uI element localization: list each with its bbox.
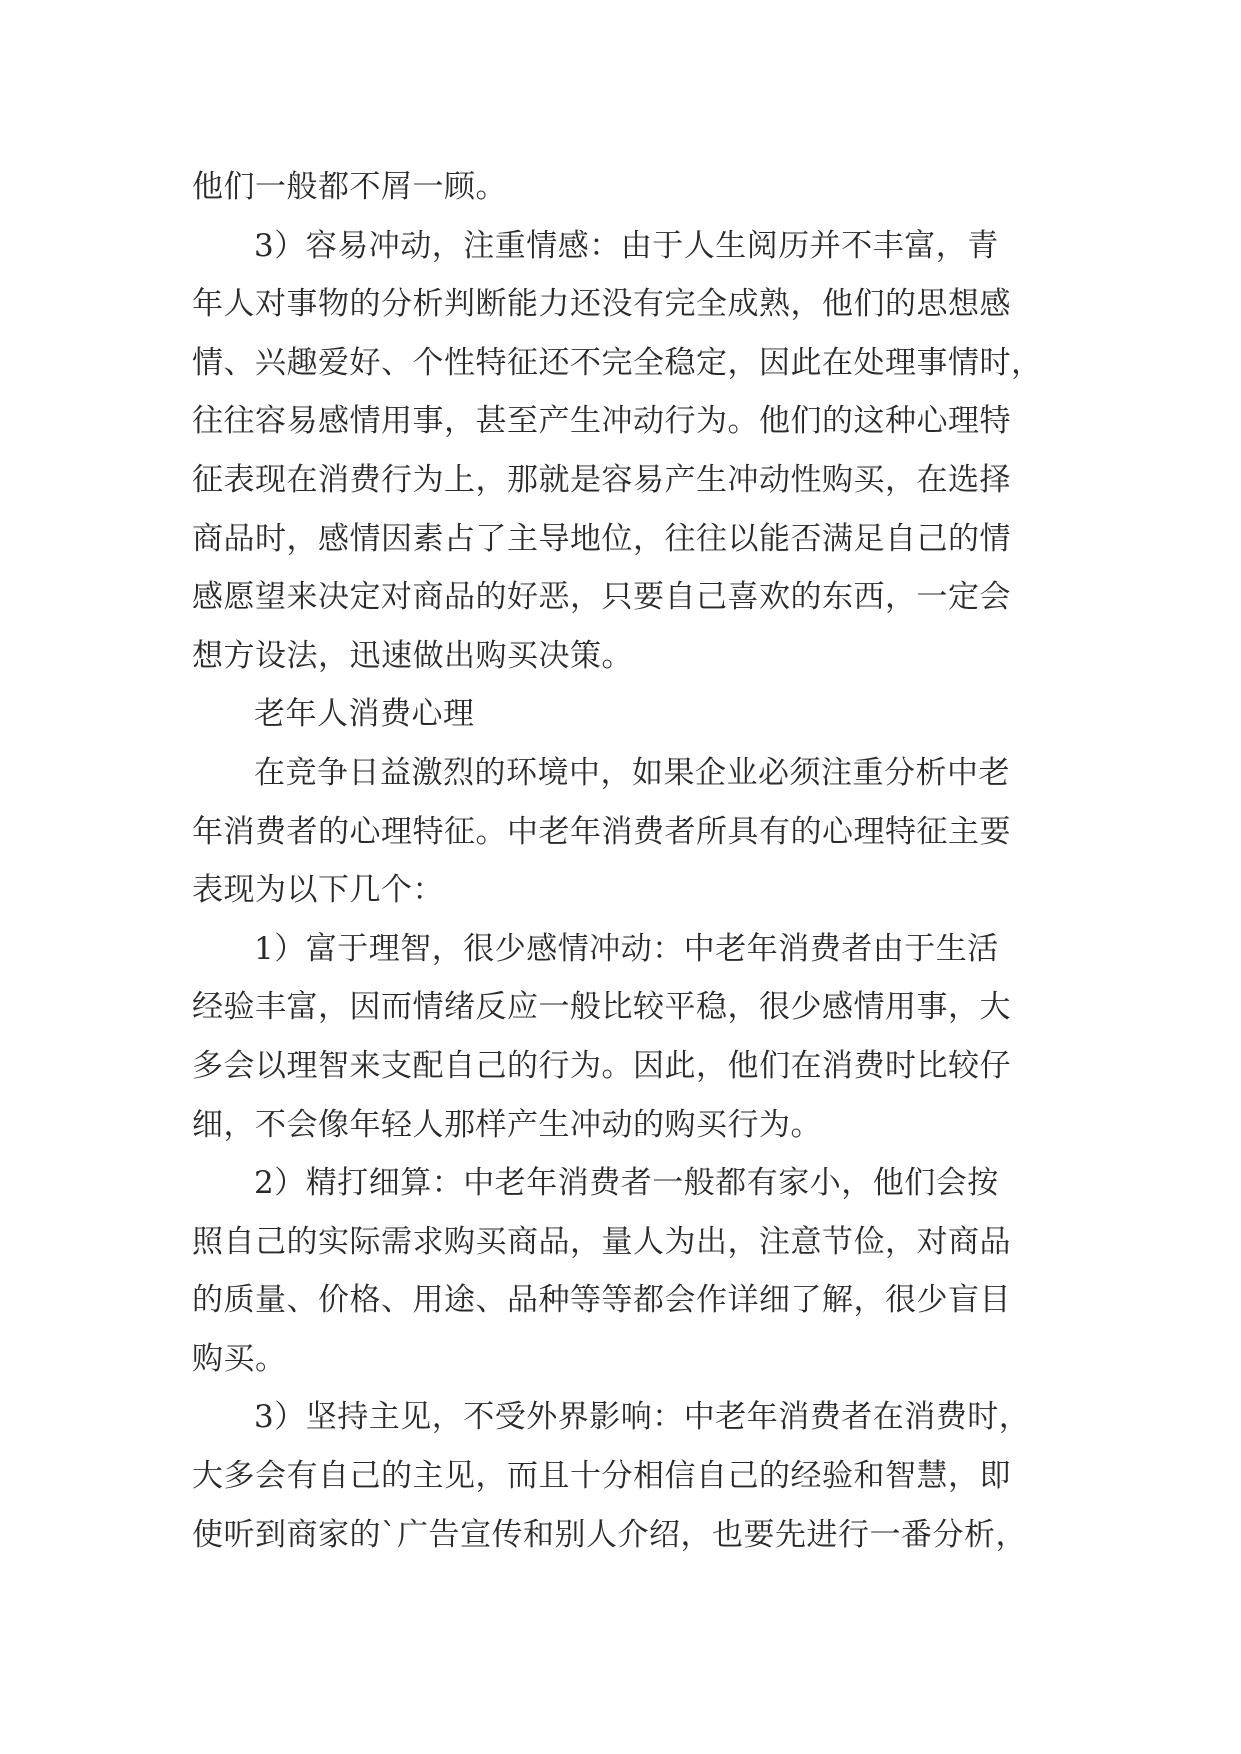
text-line: 商品时，感情因素占了主导地位，往往以能否满足自己的情 — [192, 520, 1011, 557]
text-line: 2）精打细算：中老年消费者一般都有家小，他们会按 — [254, 1165, 999, 1202]
text-line: 年人对事物的分析判断能力还没有完全成熟，他们的思想感 — [192, 286, 1011, 323]
text-line: 使听到商家的`广告宣传和别人介绍，也要先进行一番分析， — [192, 1516, 1027, 1553]
text-line: 1）富于理智，很少感情冲动：中老年消费者由于生活 — [254, 930, 999, 967]
text-line: 想方设法，迅速做出购买决策。 — [192, 637, 633, 674]
text-line: 的质量、价格、用途、品种等等都会作详细了解，很少盲目 — [192, 1282, 1011, 1319]
text-line: 征表现在消费行为上，那就是容易产生冲动性购买，在选择 — [192, 461, 1011, 498]
text-line: 多会以理智来支配自己的行为。因此，他们在消费时比较仔 — [192, 1047, 1011, 1084]
text-line: 年消费者的心理特征。中老年消费者所具有的心理特征主要 — [192, 813, 1011, 850]
text-line: 大多会有自己的主见，而且十分相信自己的经验和智慧，即 — [192, 1458, 1011, 1495]
text-line: 照自己的实际需求购买商品，量人为出，注意节俭，对商品 — [192, 1223, 1011, 1260]
text-line: 3）坚持主见，不受外界影响：中老年消费者在消费时， — [254, 1399, 1031, 1436]
text-line: 表现为以下几个： — [192, 872, 444, 909]
document-body — [192, 158, 1052, 1564]
text-line: 老年人消费心理 — [254, 696, 475, 733]
text-line: 经验丰富，因而情绪反应一般比较平稳，很少感情用事，大 — [192, 989, 1011, 1026]
text-line: 感愿望来决定对商品的好恶，只要自己喜欢的东西，一定会 — [192, 579, 1011, 616]
text-line: 在竞争日益激烈的环境中，如果企业必须注重分析中老 — [254, 754, 1010, 791]
text-line: 往往容易感情用事，甚至产生冲动行为。他们的这种心理特 — [192, 403, 1011, 440]
text-line: 购买。 — [192, 1340, 287, 1377]
text-line: 细，不会像年轻人那样产生冲动的购买行为。 — [192, 1106, 822, 1143]
text-line: 情、兴趣爱好、个性特征还不完全稳定，因此在处理事情时， — [192, 344, 1043, 381]
text-line: 3）容易冲动，注重情感：由于人生阅历并不丰富，青 — [254, 227, 999, 264]
text-line: 他们一般都不屑一顾。 — [192, 169, 507, 205]
